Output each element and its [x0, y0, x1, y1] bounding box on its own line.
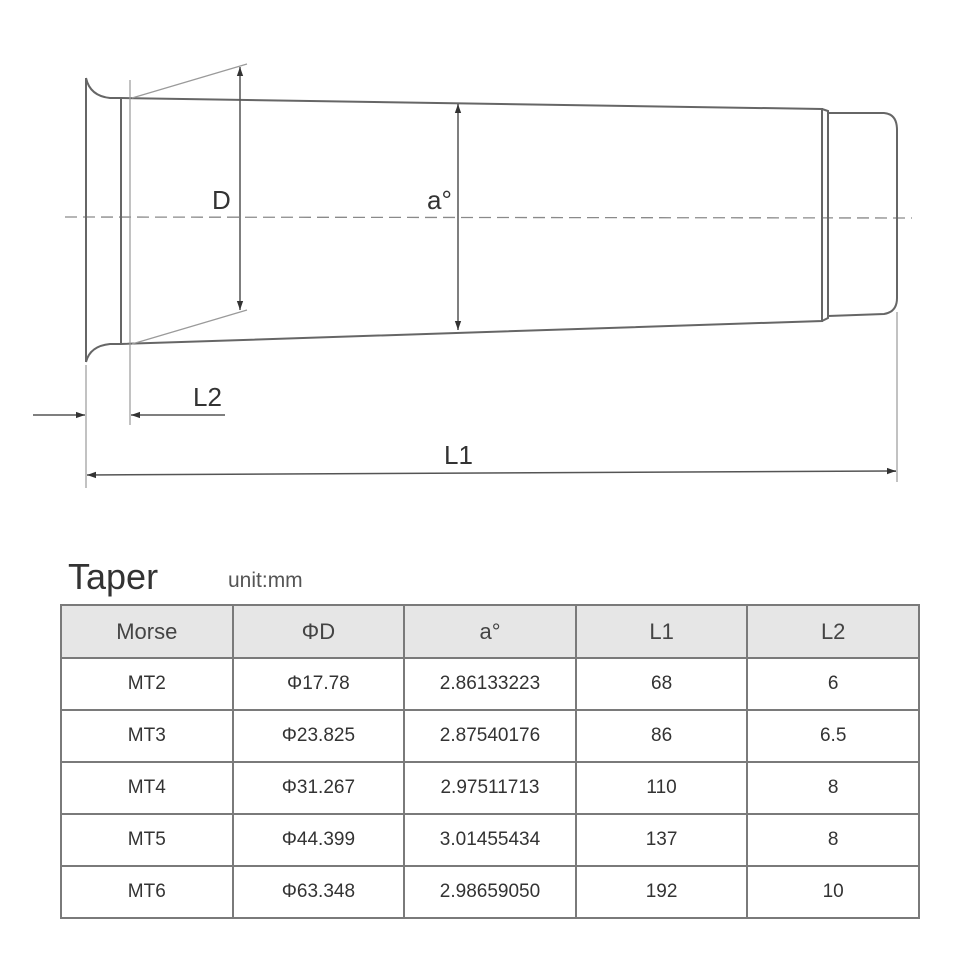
table-row — [61, 866, 919, 918]
table-row — [61, 710, 919, 762]
end-cap-outline — [822, 109, 897, 321]
d-leader-top — [132, 64, 247, 98]
d-leader-bottom — [132, 310, 247, 344]
cell-angle: 2.97511713 — [404, 762, 576, 814]
cell-angle: 2.87540176 — [404, 710, 576, 762]
l1-label: L1 — [444, 440, 473, 470]
tang-outline — [86, 78, 121, 362]
header-l2: L2 — [747, 605, 919, 658]
cell-diameter: Φ31.267 — [233, 762, 405, 814]
table-row — [61, 658, 919, 710]
header-diameter: ΦD — [233, 605, 405, 658]
cell-l2: 10 — [747, 866, 919, 918]
table-title: Taper — [68, 556, 159, 597]
header-l1: L1 — [576, 605, 748, 658]
table-row — [61, 814, 919, 866]
header-angle: a° — [404, 605, 576, 658]
l2-label: L2 — [193, 382, 222, 412]
cell-angle: 3.01455434 — [404, 814, 576, 866]
cell-diameter: Φ63.348 — [233, 866, 405, 918]
cell-morse: MT4 — [61, 762, 233, 814]
cell-l1: 110 — [576, 762, 748, 814]
cell-l2: 6.5 — [747, 710, 919, 762]
cell-l1: 192 — [576, 866, 748, 918]
header-morse: Morse — [61, 605, 233, 658]
cell-diameter: Φ23.825 — [233, 710, 405, 762]
cell-angle: 2.98659050 — [404, 866, 576, 918]
cell-morse: MT5 — [61, 814, 233, 866]
unit-label: unit:mm — [228, 569, 303, 592]
cell-l2: 8 — [747, 762, 919, 814]
cell-diameter: Φ17.78 — [233, 658, 405, 710]
cell-morse: MT2 — [61, 658, 233, 710]
d-label: D — [212, 185, 231, 215]
cell-morse: MT3 — [61, 710, 233, 762]
taper-spec-table — [60, 604, 920, 919]
angle-label: a° — [427, 185, 452, 215]
cell-diameter: Φ44.399 — [233, 814, 405, 866]
cell-l2: 8 — [747, 814, 919, 866]
table-header-row — [61, 605, 919, 658]
cell-morse: MT6 — [61, 866, 233, 918]
cell-l1: 137 — [576, 814, 748, 866]
center-line — [65, 217, 912, 218]
cell-angle: 2.86133223 — [404, 658, 576, 710]
table-row — [61, 762, 919, 814]
l1-dimension-arrow — [87, 471, 896, 475]
cell-l1: 86 — [576, 710, 748, 762]
taper-body-outline — [121, 98, 822, 344]
cell-l1: 68 — [576, 658, 748, 710]
cell-l2: 6 — [747, 658, 919, 710]
